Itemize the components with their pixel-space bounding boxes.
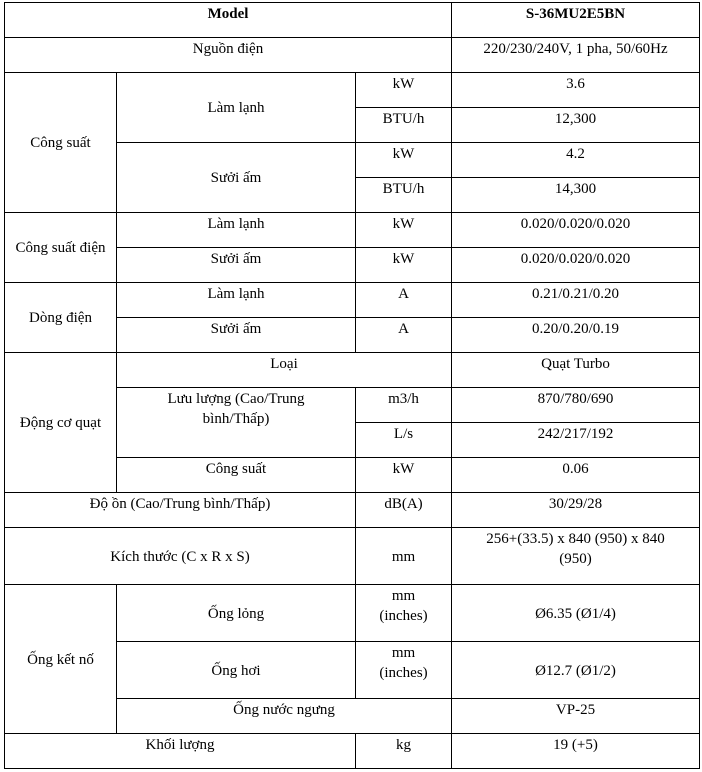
pipe-gas-label: Ống hơi bbox=[117, 642, 356, 699]
piping-label: Ống kết nố bbox=[5, 585, 117, 734]
table-row-power-source bbox=[5, 38, 700, 73]
capacity-label: Công suất bbox=[5, 73, 117, 213]
noise-value: 30/29/28 bbox=[452, 493, 700, 528]
fan-power-value: 0.06 bbox=[452, 458, 700, 493]
fan-airflow-ls-unit: L/s bbox=[356, 423, 452, 458]
dimensions-unit: mm bbox=[356, 528, 452, 585]
noise-unit: dB(A) bbox=[356, 493, 452, 528]
fan-power-label: Công suất bbox=[117, 458, 356, 493]
model-value: S-36MU2E5BN bbox=[452, 3, 700, 38]
current-label: Dòng điện bbox=[5, 283, 117, 353]
fan-motor-label: Động cơ quạt bbox=[5, 353, 117, 493]
capacity-heating-btu-value: 14,300 bbox=[452, 178, 700, 213]
current-cooling-value: 0.21/0.21/0.20 bbox=[452, 283, 700, 318]
capacity-cooling-btu-unit: BTU/h bbox=[356, 108, 452, 143]
pipe-drain-label: Ống nước ngưng bbox=[117, 699, 452, 734]
fan-airflow-m3h-unit: m3/h bbox=[356, 388, 452, 423]
noise-label: Độ ồn (Cao/Trung bình/Thấp) bbox=[5, 493, 356, 528]
table-row-current-cool bbox=[5, 283, 700, 318]
capacity-cooling-kw-unit: kW bbox=[356, 73, 452, 108]
table-row-noise bbox=[5, 493, 700, 528]
power-input-heating-unit: kW bbox=[356, 248, 452, 283]
capacity-cooling-kw-value: 3.6 bbox=[452, 73, 700, 108]
weight-label: Khối lượng bbox=[5, 734, 356, 769]
table-row-pipe-liquid bbox=[5, 585, 700, 642]
capacity-heating-label: Sưởi ấm bbox=[117, 143, 356, 213]
fan-type-label: Loại bbox=[117, 353, 452, 388]
capacity-heating-btu-unit: BTU/h bbox=[356, 178, 452, 213]
spec-table bbox=[4, 2, 700, 769]
power-source-value: 220/230/240V, 1 pha, 50/60Hz bbox=[452, 38, 700, 73]
weight-value: 19 (+5) bbox=[452, 734, 700, 769]
power-input-heating-label: Sưởi ấm bbox=[117, 248, 356, 283]
weight-unit: kg bbox=[356, 734, 452, 769]
fan-airflow-m3h-value: 870/780/690 bbox=[452, 388, 700, 423]
model-label: Model bbox=[5, 3, 452, 38]
table-row-weight bbox=[5, 734, 700, 769]
power-input-cooling-label: Làm lạnh bbox=[117, 213, 356, 248]
power-input-heating-value: 0.020/0.020/0.020 bbox=[452, 248, 700, 283]
pipe-liquid-label: Ống lỏng bbox=[117, 585, 356, 642]
dimensions-label: Kích thước (C x R x S) bbox=[5, 528, 356, 585]
power-source-label: Nguồn điện bbox=[5, 38, 452, 73]
dimensions-value: 256+(33.5) x 840 (950) x 840 (950) bbox=[452, 528, 700, 585]
capacity-heating-kw-unit: kW bbox=[356, 143, 452, 178]
pipe-gas-unit: mm (inches) bbox=[356, 642, 452, 699]
table-row-dimensions bbox=[5, 528, 700, 585]
fan-power-unit: kW bbox=[356, 458, 452, 493]
current-cooling-unit: A bbox=[356, 283, 452, 318]
table-row-header bbox=[5, 3, 700, 38]
table-row-power-input-cool bbox=[5, 213, 700, 248]
current-heating-unit: A bbox=[356, 318, 452, 353]
current-cooling-label: Làm lạnh bbox=[117, 283, 356, 318]
power-input-label: Công suất điện bbox=[5, 213, 117, 283]
current-heating-value: 0.20/0.20/0.19 bbox=[452, 318, 700, 353]
table-row-capacity-cool-kw bbox=[5, 73, 700, 108]
fan-airflow-label: Lưu lượng (Cao/Trung bình/Thấp) bbox=[117, 388, 356, 458]
pipe-gas-value: Ø12.7 (Ø1/2) bbox=[452, 642, 700, 699]
power-input-cooling-unit: kW bbox=[356, 213, 452, 248]
fan-type-value: Quạt Turbo bbox=[452, 353, 700, 388]
capacity-cooling-label: Làm lạnh bbox=[117, 73, 356, 143]
power-input-cooling-value: 0.020/0.020/0.020 bbox=[452, 213, 700, 248]
current-heating-label: Sưởi ấm bbox=[117, 318, 356, 353]
pipe-drain-value: VP-25 bbox=[452, 699, 700, 734]
capacity-heating-kw-value: 4.2 bbox=[452, 143, 700, 178]
fan-airflow-ls-value: 242/217/192 bbox=[452, 423, 700, 458]
pipe-liquid-value: Ø6.35 (Ø1/4) bbox=[452, 585, 700, 642]
table-row-fan-type bbox=[5, 353, 700, 388]
capacity-cooling-btu-value: 12,300 bbox=[452, 108, 700, 143]
pipe-liquid-unit: mm (inches) bbox=[356, 585, 452, 642]
